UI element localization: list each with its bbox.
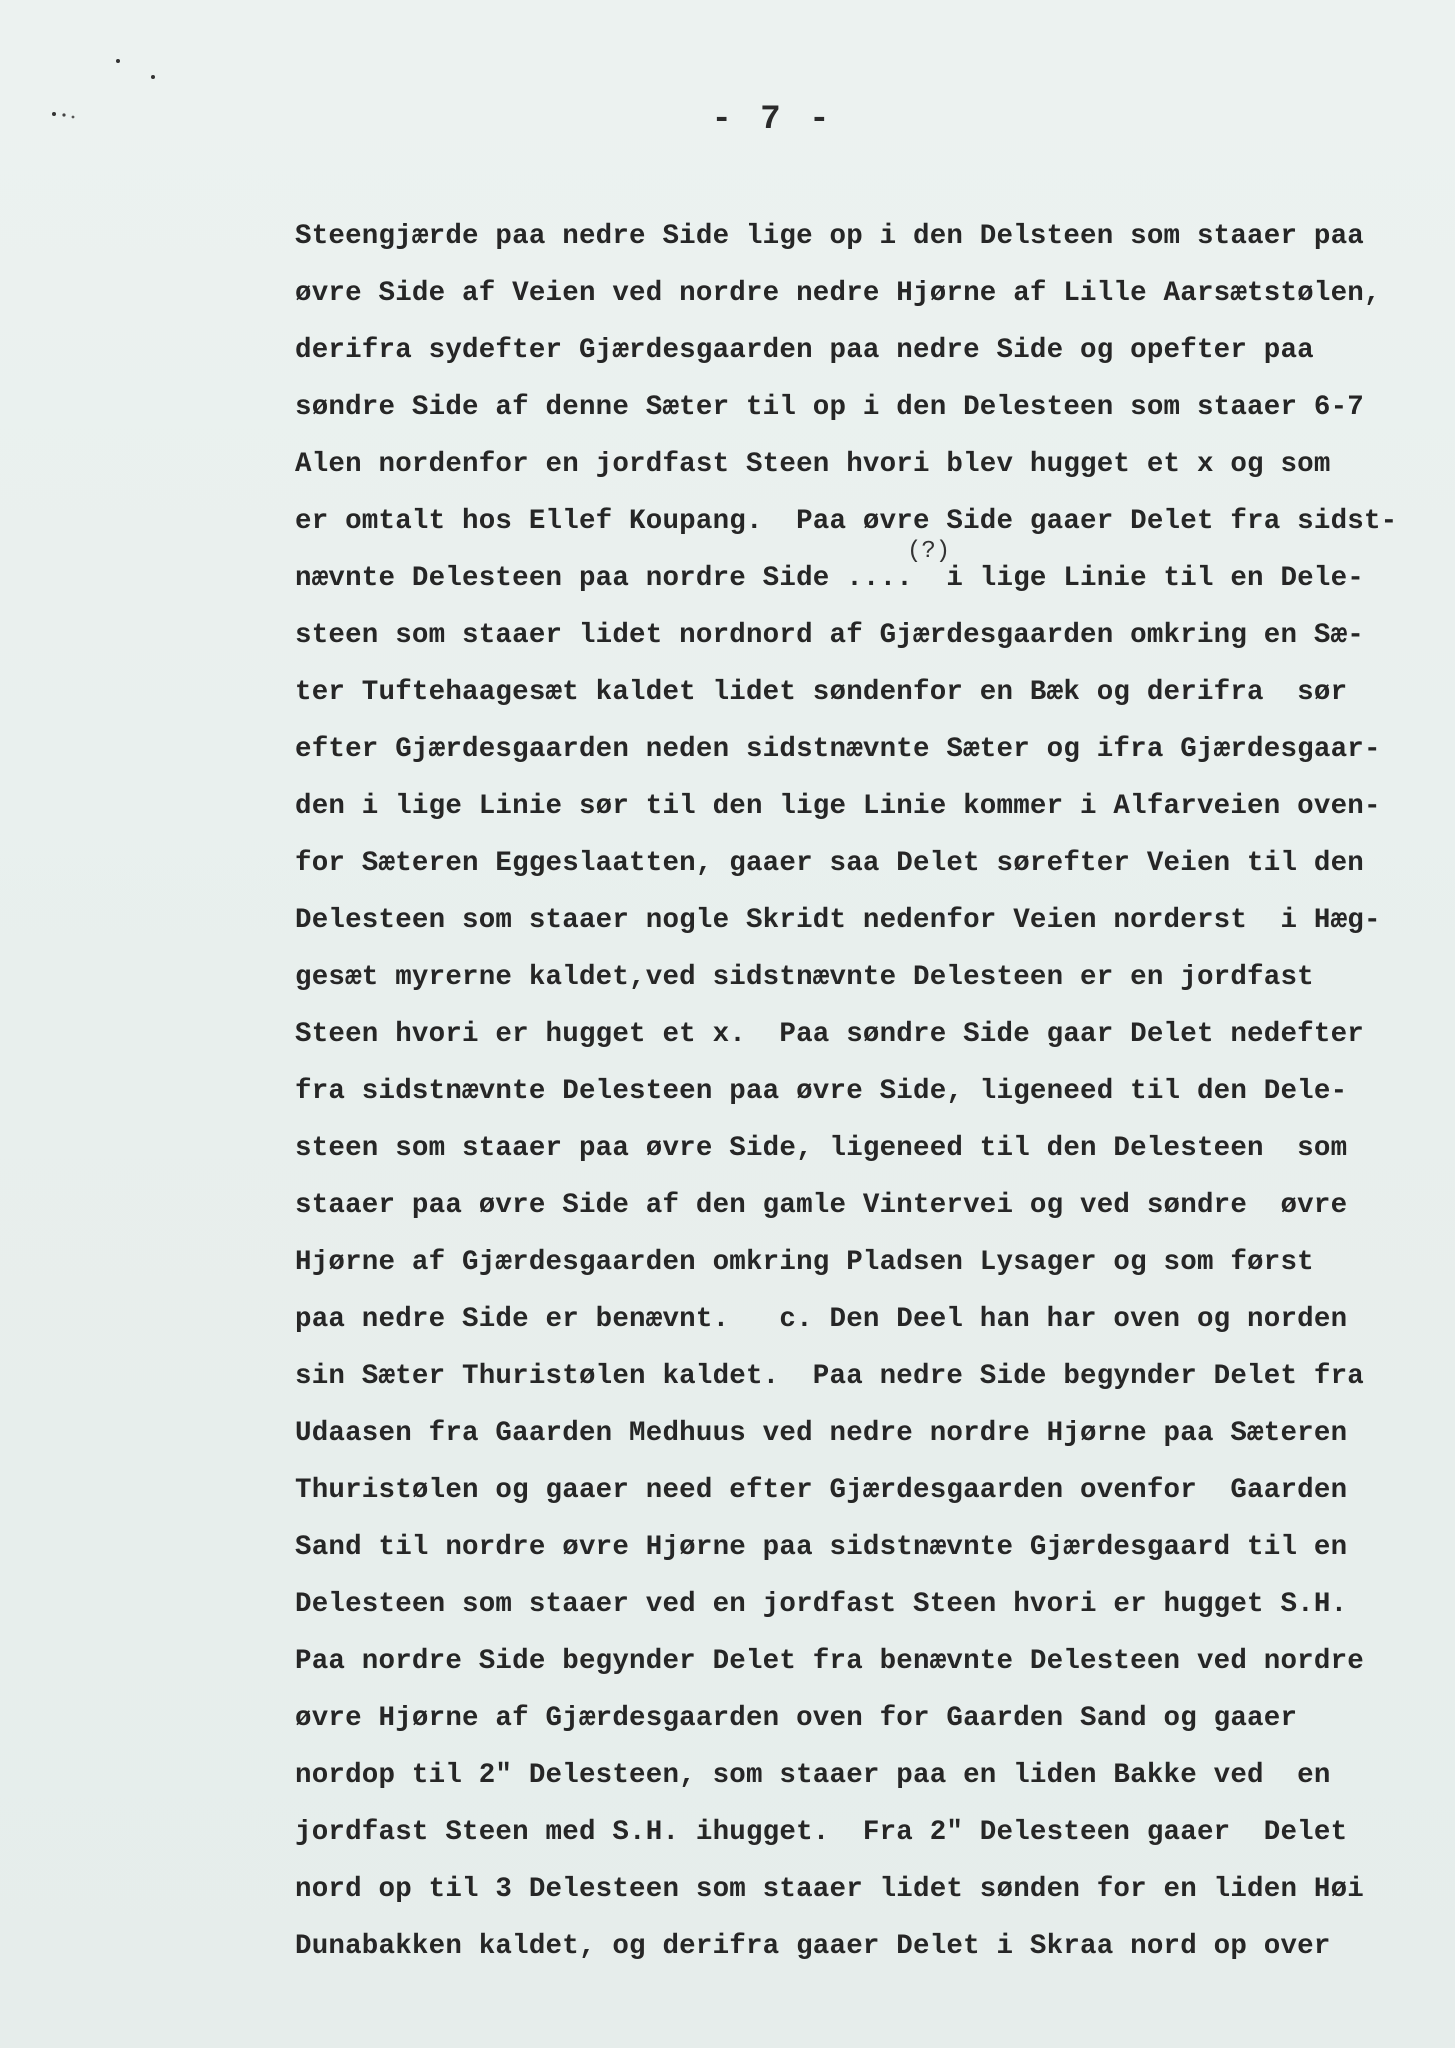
text-line: nordop til 2" Delesteen, som staaer paa en liden Bakke ved en [295,1760,1331,1791]
text-line: den i lige Linie sør til den lige Linie kommer i Alfarveien oven- [295,791,1381,822]
text-line: ter Tuftehaagesæt kaldet lidet søndenfor en Bæk og derifra sør [295,677,1348,708]
text-line: staaer paa øvre Side af den gamle Vintervei og ved søndre øvre [295,1190,1348,1221]
text-line: Udaasen fra Gaarden Medhuus ved nedre nordre Hjørne paa Sæteren [295,1418,1348,1449]
text-line: steen som staaer paa øvre Side, ligeneed til den Delesteen som [295,1133,1348,1164]
text-line: for Sæteren Eggeslaatten, gaaer saa Delet sørefter Veien til den [295,848,1364,879]
text-line: Paa nordre Side begynder Delet fra benævnte Delesteen ved nordre [295,1646,1364,1677]
text-line: derifra sydefter Gjærdesgaarden paa nedre Side og opefter paa [295,335,1314,366]
speck [116,59,120,63]
text-line: Delesteen som staaer nogle Skridt nedenfor Veien norderst i Hæg- [295,905,1381,936]
text-line: nord op til 3 Delesteen som staaer lidet sønden for en liden Høi [295,1874,1364,1905]
text-line: nævnte Delesteen paa nordre Side .... i lige Linie til en Dele- [295,563,1364,594]
text-line: Steengjærde paa nedre Side lige op i den Delsteen som staaer paa [295,221,1364,252]
query-annotation: (?) [907,538,951,565]
text-line: paa nedre Side er benævnt. c. Den Deel han har oven og norden [295,1304,1348,1335]
text-line: øvre Hjørne af Gjærdesgaarden oven for Gaarden Sand og gaaer [295,1703,1298,1734]
text-line: gesæt myrerne kaldet,ved sidstnævnte Delesteen er en jordfast [295,962,1314,993]
text-line: fra sidstnævnte Delesteen paa øvre Side, ligeneed til den Dele- [295,1076,1348,1107]
text-line: søndre Side af denne Sæter til op i den Delesteen som staaer 6-7 [295,392,1364,423]
text-line: steen som staaer lidet nordnord af Gjærdesgaarden omkring en Sæ- [295,620,1364,651]
text-line: Alen nordenfor en jordfast Steen hvori blev hugget et x og som [295,449,1331,480]
text-line: Delesteen som staaer ved en jordfast Steen hvori er hugget S.H. [295,1589,1348,1620]
text-line: øvre Side af Veien ved nordre nedre Hjørne af Lille Aarsætstølen, [295,278,1381,309]
text-line: Hjørne af Gjærdesgaarden omkring Pladsen Lysager og som først [295,1247,1314,1278]
text-line: Sand til nordre øvre Hjørne paa sidstnævnte Gjærdesgaard til en [295,1532,1348,1563]
text-line: sin Sæter Thuristølen kaldet. Paa nedre Side begynder Delet fra [295,1361,1364,1392]
text-line: jordfast Steen med S.H. ihugget. Fra 2" Delesteen gaaer Delet [295,1817,1348,1848]
body-text [295,220,1445,1987]
text-line: Steen hvori er hugget et x. Paa søndre Side gaar Delet nedefter [295,1019,1364,1050]
speck [151,75,155,79]
page-number: - 7 - [711,101,834,139]
text-line: Dunabakken kaldet, og derifra gaaer Delet i Skraa nord op over [295,1931,1331,1962]
text-line: Thuristølen og gaaer need efter Gjærdesgaarden ovenfor Gaarden [295,1475,1348,1506]
text-line: efter Gjærdesgaarden neden sidstnævnte Sæter og ifra Gjærdesgaar- [295,734,1381,765]
text-line: er omtalt hos Ellef Koupang. Paa øvre Side gaaer Delet fra sidst- [295,506,1398,537]
